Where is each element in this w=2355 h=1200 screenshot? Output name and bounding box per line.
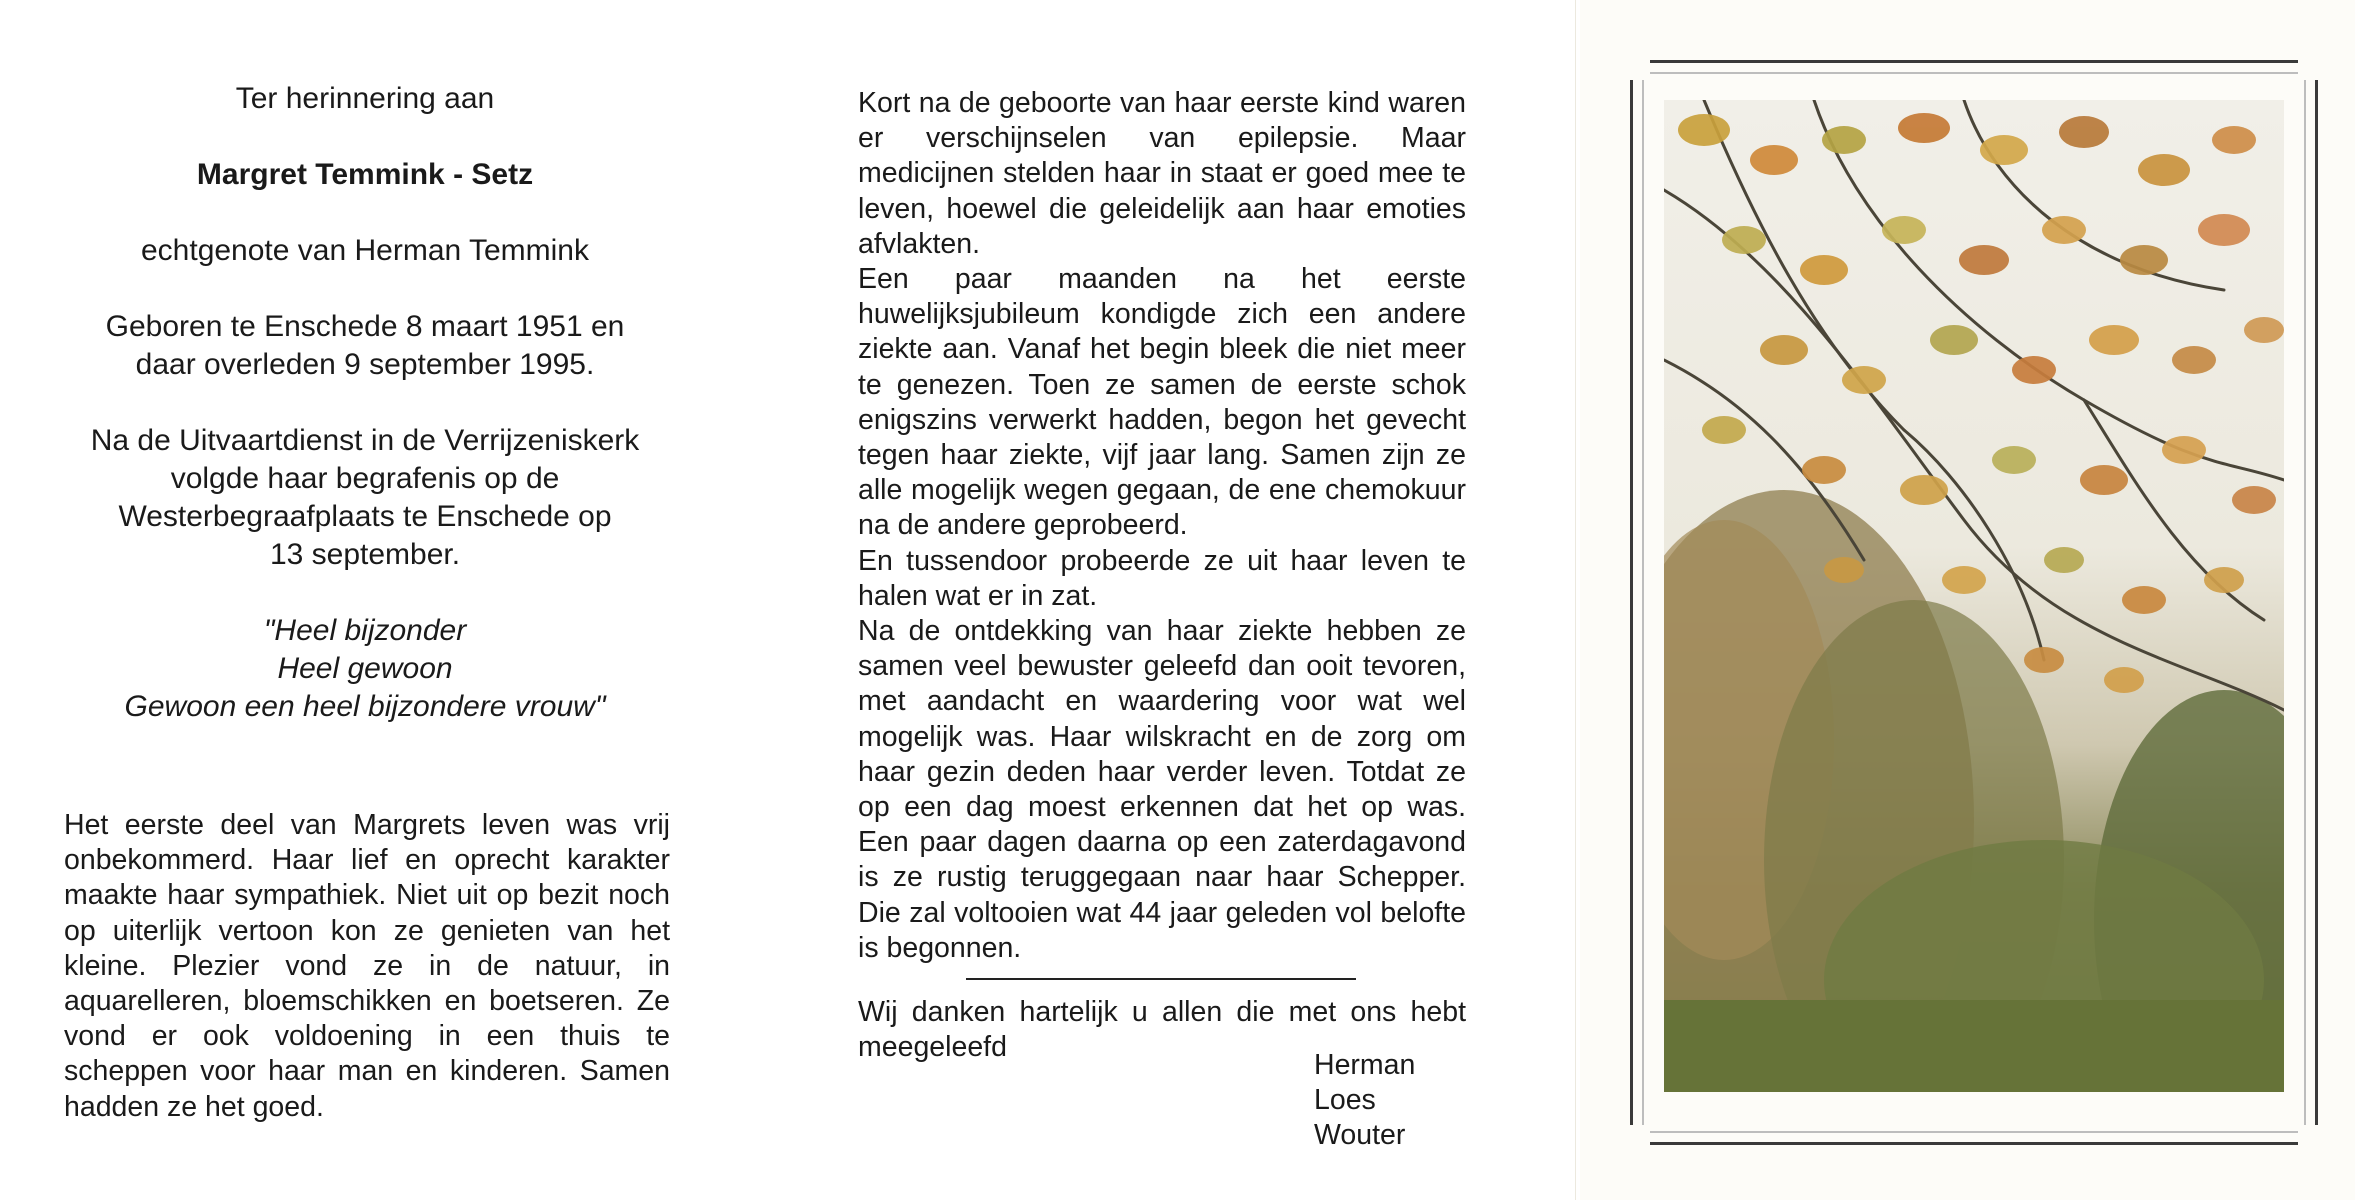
memorial-quote [70,612,660,726]
autumn-tree-illustration [1664,100,2284,1092]
quote-line-3: Gewoon een heel bijzondere vrouw" [124,690,606,723]
frame-corner-tr [2298,54,2324,80]
signer-loes: Loes [1314,1084,1376,1117]
story-paragraph-3: En tussendoor probeerde ze uit haar leven te halen wat er in zat. [858,544,1466,612]
frame-corner-br [2298,1125,2324,1151]
memorial-header [70,80,660,764]
life-story [858,86,1466,966]
funeral-line-1: Na de Uitvaartdienst in de Verrijzeniskerk [90,424,640,457]
quote-line-1: "Heel bijzonder [263,614,467,647]
funeral-text [70,422,660,574]
story-paragraph-4: Na de ontdekking van haar ziekte hebben ze samen veel bewuster geleefd dan ooit tevoren, met aandacht en waardering voor wat wel mogelijk was. Haar wilskracht en de zorg om haar gezin deden haar verder leven. Totdat ze op een dag moest erkennen dat het op was. Een paar dagen daarna op een zaterdagavond is ze rustig teruggegaan naar haar Schepper. Die zal voltooien wat 44 jaar geleden vol belofte is begonnen. [858,615,1466,964]
signer-herman: Herman [1314,1049,1416,1081]
divider-line [966,978,1356,980]
left-panel [0,0,790,1200]
funeral-line-3: Westerbegraafplaats te Enschede op [118,500,612,533]
birth-death-text [70,308,660,384]
card-fold [1575,0,1576,1200]
born-line-1: Geboren te Enschede 8 maart 1951 en [105,310,625,343]
funeral-line-2: volgde haar begrafenis op de [170,462,560,495]
biography-text: Het eerste deel van Margrets leven was vrij onbekommerd. Haar lief en oprecht karakter maakte haar sympathiek. Niet uit op bezit noch op uiterlijk vertoon kon ze genieten van het kleine. Plezier vond ze in de natuur, in aquarelleren, bloemschikken en boetseren. Ze vond er ook voldoening in een thuis te scheppen voor haar man en kinderen. Samen hadden ze het goed. [64,809,670,1123]
right-panel [1580,0,2355,1200]
middle-panel [790,0,1580,1200]
deceased-name: Margret Temmink - Setz [196,158,534,191]
intro-text: Ter herinnering aan [235,82,495,115]
thanks-text: Wij danken hartelijk u allen die met ons hebt meegeleefd [858,996,1466,1064]
autumn-tree-photo [1664,100,2284,1092]
spouse-text: echtgenote van Herman Temmink [140,234,589,267]
story-paragraph-1: Kort na de geboorte van haar eerste kind waren er verschijnselen van epilepsie. Maar medicijnen stelden haar in staat er goed mee te leven, hoewel die geleidelijk aan haar emoties afvlakten. [858,87,1466,260]
born-line-2: daar overleden 9 september 1995. [135,348,595,381]
signers [1314,1048,1415,1154]
quote-line-2: Heel gewoon [277,652,453,685]
story-paragraph-2: Een paar maanden na het eerste huwelijksjubileum kondigde zich een andere ziekte aan. Vanaf het begin bleek die niet meer te genezen. Toen ze samen de eerste schok enigszins verwerkt hadden, begon het gevecht tegen haar ziekte, vijf jaar lang. Samen zijn ze alle mogelijk wegen gegaan, de ene chemokuur na de andere geprobeerd. [858,263,1466,542]
frame-corner-bl [1624,1125,1650,1151]
frame-corner-tl [1624,54,1650,80]
funeral-line-4: 13 september. [269,538,461,571]
signer-wouter: Wouter [1314,1119,1406,1152]
